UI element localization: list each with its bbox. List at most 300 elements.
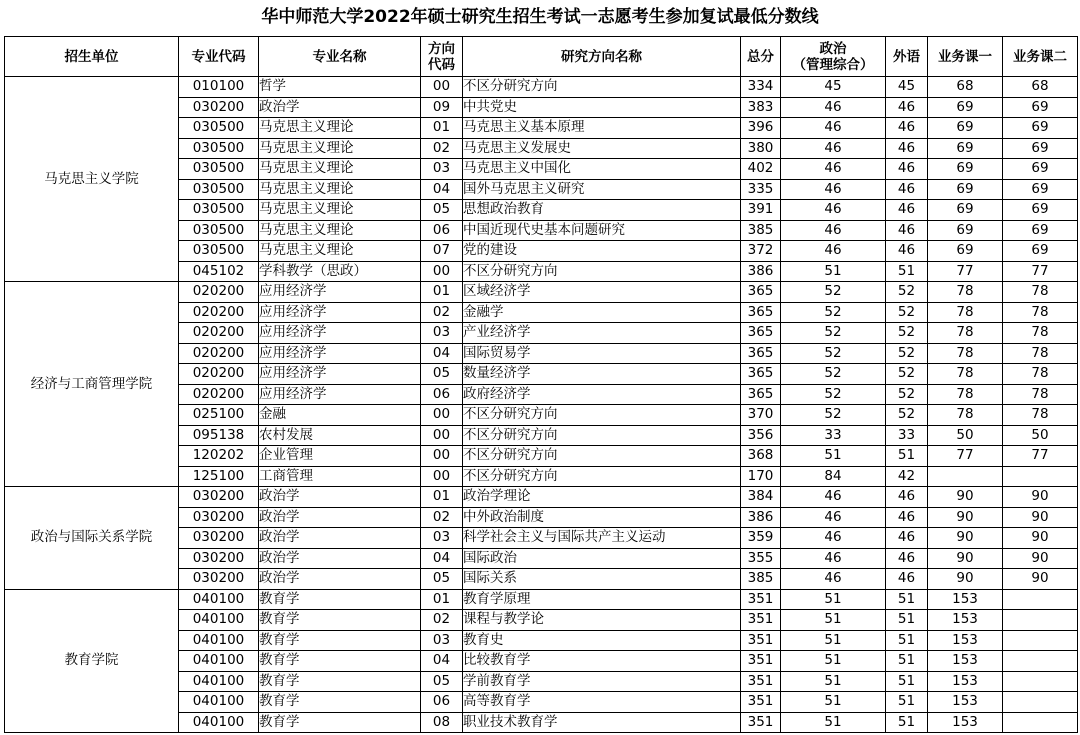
foreign-cell: 52 — [886, 323, 928, 344]
politics-cell: 45 — [781, 77, 886, 98]
course1-cell: 50 — [928, 425, 1003, 446]
direction-code-cell: 03 — [421, 630, 463, 651]
total-cell: 384 — [741, 487, 781, 508]
direction-code-cell: 09 — [421, 97, 463, 118]
direction-name-cell: 高等教育学 — [463, 692, 741, 713]
course1-cell: 153 — [928, 712, 1003, 733]
course1-cell: 78 — [928, 384, 1003, 405]
major-code-cell: 020200 — [179, 343, 259, 364]
direction-name-cell: 金融学 — [463, 302, 741, 323]
politics-cell: 52 — [781, 384, 886, 405]
direction-name-cell: 政府经济学 — [463, 384, 741, 405]
foreign-cell: 51 — [886, 610, 928, 631]
course2-cell — [1003, 610, 1078, 631]
total-cell: 386 — [741, 261, 781, 282]
politics-cell: 46 — [781, 220, 886, 241]
major-code-cell: 045102 — [179, 261, 259, 282]
course2-cell: 78 — [1003, 364, 1078, 385]
major-code-cell: 125100 — [179, 466, 259, 487]
course1-cell: 90 — [928, 507, 1003, 528]
direction-name-cell: 数量经济学 — [463, 364, 741, 385]
course2-cell: 68 — [1003, 77, 1078, 98]
direction-code-cell: 01 — [421, 282, 463, 303]
direction-name-cell: 党的建设 — [463, 241, 741, 262]
course1-cell: 90 — [928, 528, 1003, 549]
course1-cell: 78 — [928, 323, 1003, 344]
foreign-cell: 51 — [886, 692, 928, 713]
major-name-cell: 应用经济学 — [259, 323, 421, 344]
politics-cell: 46 — [781, 528, 886, 549]
course2-cell — [1003, 671, 1078, 692]
politics-cell: 52 — [781, 343, 886, 364]
major-code-cell: 025100 — [179, 405, 259, 426]
direction-code-cell: 06 — [421, 384, 463, 405]
foreign-cell: 46 — [886, 241, 928, 262]
foreign-cell: 51 — [886, 651, 928, 672]
course2-cell: 69 — [1003, 179, 1078, 200]
page-title: 华中师范大学2022年硕士研究生招生考试一志愿考生参加复试最低分数线 — [261, 7, 819, 27]
total-cell: 368 — [741, 446, 781, 467]
major-name-cell: 马克思主义理论 — [259, 159, 421, 180]
politics-cell: 52 — [781, 405, 886, 426]
major-name-cell: 教育学 — [259, 610, 421, 631]
total-cell: 365 — [741, 343, 781, 364]
foreign-cell: 46 — [886, 507, 928, 528]
header-politics-line2: （管理综合） — [792, 56, 874, 73]
course1-cell: 69 — [928, 138, 1003, 159]
course1-cell: 78 — [928, 405, 1003, 426]
major-name-cell: 政治学 — [259, 528, 421, 549]
major-name-cell: 政治学 — [259, 97, 421, 118]
foreign-cell: 46 — [886, 220, 928, 241]
major-code-cell: 020200 — [179, 364, 259, 385]
politics-cell: 51 — [781, 692, 886, 713]
course1-cell: 153 — [928, 671, 1003, 692]
total-cell: 351 — [741, 610, 781, 631]
politics-cell: 51 — [781, 651, 886, 672]
total-cell: 359 — [741, 528, 781, 549]
foreign-cell: 52 — [886, 282, 928, 303]
politics-cell: 51 — [781, 589, 886, 610]
foreign-cell: 51 — [886, 446, 928, 467]
direction-code-cell: 02 — [421, 302, 463, 323]
politics-cell: 52 — [781, 302, 886, 323]
major-code-cell: 120202 — [179, 446, 259, 467]
direction-code-cell: 04 — [421, 343, 463, 364]
foreign-cell: 52 — [886, 405, 928, 426]
total-cell: 365 — [741, 364, 781, 385]
foreign-cell: 52 — [886, 364, 928, 385]
total-cell: 370 — [741, 405, 781, 426]
course2-cell: 78 — [1003, 323, 1078, 344]
major-name-cell: 教育学 — [259, 712, 421, 733]
header-row — [5, 37, 1078, 77]
total-cell: 351 — [741, 651, 781, 672]
total-cell: 351 — [741, 712, 781, 733]
major-name-cell: 工商管理 — [259, 466, 421, 487]
major-code-cell: 040100 — [179, 610, 259, 631]
major-code-cell: 030500 — [179, 159, 259, 180]
major-name-cell: 马克思主义理论 — [259, 179, 421, 200]
course2-cell — [1003, 651, 1078, 672]
foreign-cell: 46 — [886, 200, 928, 221]
major-name-cell: 马克思主义理论 — [259, 241, 421, 262]
course2-cell — [1003, 630, 1078, 651]
foreign-cell: 52 — [886, 343, 928, 364]
major-name-cell: 学科教学（思政） — [259, 261, 421, 282]
politics-cell: 46 — [781, 179, 886, 200]
unit-cell: 马克思主义学院 — [5, 77, 179, 282]
course2-cell: 78 — [1003, 282, 1078, 303]
course2-cell: 69 — [1003, 118, 1078, 139]
direction-name-cell: 中外政治制度 — [463, 507, 741, 528]
major-name-cell: 政治学 — [259, 487, 421, 508]
foreign-cell: 51 — [886, 671, 928, 692]
unit-cell: 教育学院 — [5, 589, 179, 733]
foreign-cell: 42 — [886, 466, 928, 487]
foreign-cell: 46 — [886, 569, 928, 590]
foreign-cell: 52 — [886, 302, 928, 323]
foreign-cell: 46 — [886, 528, 928, 549]
course2-cell: 69 — [1003, 200, 1078, 221]
direction-code-cell: 02 — [421, 507, 463, 528]
major-name-cell: 政治学 — [259, 507, 421, 528]
total-cell: 383 — [741, 97, 781, 118]
major-name-cell: 应用经济学 — [259, 384, 421, 405]
course2-cell — [1003, 692, 1078, 713]
total-cell: 335 — [741, 179, 781, 200]
course2-cell: 78 — [1003, 343, 1078, 364]
major-code-cell: 030500 — [179, 200, 259, 221]
course1-cell: 153 — [928, 651, 1003, 672]
header-politics-line1: 政治 — [819, 40, 847, 57]
score-table — [4, 36, 1078, 733]
politics-cell: 52 — [781, 364, 886, 385]
major-name-cell: 马克思主义理论 — [259, 200, 421, 221]
course1-cell: 69 — [928, 118, 1003, 139]
foreign-cell: 46 — [886, 138, 928, 159]
header-direction-name: 研究方向名称 — [463, 37, 741, 77]
politics-cell: 46 — [781, 138, 886, 159]
course2-cell — [1003, 466, 1078, 487]
direction-name-cell: 不区分研究方向 — [463, 77, 741, 98]
major-code-cell: 030200 — [179, 97, 259, 118]
course1-cell: 78 — [928, 282, 1003, 303]
politics-cell: 46 — [781, 569, 886, 590]
course1-cell: 78 — [928, 302, 1003, 323]
major-code-cell: 020200 — [179, 302, 259, 323]
direction-code-cell: 02 — [421, 610, 463, 631]
foreign-cell: 45 — [886, 77, 928, 98]
course2-cell: 90 — [1003, 487, 1078, 508]
course2-cell: 69 — [1003, 138, 1078, 159]
table-row — [5, 77, 1078, 98]
politics-cell: 51 — [781, 446, 886, 467]
politics-cell: 33 — [781, 425, 886, 446]
direction-name-cell: 马克思主义基本原理 — [463, 118, 741, 139]
course2-cell: 90 — [1003, 548, 1078, 569]
course2-cell: 90 — [1003, 507, 1078, 528]
major-code-cell: 030200 — [179, 569, 259, 590]
total-cell: 391 — [741, 200, 781, 221]
header-major-name: 专业名称 — [259, 37, 421, 77]
course2-cell — [1003, 589, 1078, 610]
course1-cell: 68 — [928, 77, 1003, 98]
major-code-cell: 020200 — [179, 323, 259, 344]
header-politics — [781, 37, 886, 77]
course2-cell: 50 — [1003, 425, 1078, 446]
foreign-cell: 33 — [886, 425, 928, 446]
direction-name-cell: 中共党史 — [463, 97, 741, 118]
table-row — [5, 589, 1078, 610]
major-name-cell: 企业管理 — [259, 446, 421, 467]
foreign-cell: 46 — [886, 179, 928, 200]
unit-cell: 政治与国际关系学院 — [5, 487, 179, 590]
major-name-cell: 哲学 — [259, 77, 421, 98]
total-cell: 365 — [741, 323, 781, 344]
direction-name-cell: 比较教育学 — [463, 651, 741, 672]
total-cell: 365 — [741, 282, 781, 303]
direction-name-cell: 教育史 — [463, 630, 741, 651]
total-cell: 385 — [741, 220, 781, 241]
table-row — [5, 282, 1078, 303]
direction-name-cell: 不区分研究方向 — [463, 466, 741, 487]
total-cell: 385 — [741, 569, 781, 590]
direction-name-cell: 国际贸易学 — [463, 343, 741, 364]
course1-cell: 153 — [928, 630, 1003, 651]
total-cell: 402 — [741, 159, 781, 180]
direction-code-cell: 02 — [421, 138, 463, 159]
politics-cell: 46 — [781, 118, 886, 139]
foreign-cell: 51 — [886, 589, 928, 610]
direction-name-cell: 区域经济学 — [463, 282, 741, 303]
foreign-cell: 51 — [886, 261, 928, 282]
course1-cell: 78 — [928, 343, 1003, 364]
foreign-cell: 51 — [886, 712, 928, 733]
direction-code-cell: 07 — [421, 241, 463, 262]
course2-cell: 78 — [1003, 405, 1078, 426]
foreign-cell: 46 — [886, 548, 928, 569]
major-code-cell: 030200 — [179, 507, 259, 528]
course2-cell: 69 — [1003, 241, 1078, 262]
total-cell: 351 — [741, 589, 781, 610]
course1-cell: 77 — [928, 261, 1003, 282]
direction-code-cell: 05 — [421, 200, 463, 221]
foreign-cell: 46 — [886, 159, 928, 180]
major-code-cell: 040100 — [179, 671, 259, 692]
course1-cell — [928, 466, 1003, 487]
total-cell: 380 — [741, 138, 781, 159]
direction-code-cell: 04 — [421, 548, 463, 569]
direction-name-cell: 不区分研究方向 — [463, 446, 741, 467]
major-name-cell: 马克思主义理论 — [259, 138, 421, 159]
foreign-cell: 46 — [886, 487, 928, 508]
politics-cell: 51 — [781, 610, 886, 631]
course1-cell: 69 — [928, 241, 1003, 262]
direction-code-cell: 08 — [421, 712, 463, 733]
course1-cell: 153 — [928, 589, 1003, 610]
direction-code-cell: 04 — [421, 651, 463, 672]
total-cell: 351 — [741, 671, 781, 692]
major-name-cell: 应用经济学 — [259, 282, 421, 303]
course2-cell: 69 — [1003, 159, 1078, 180]
course2-cell — [1003, 712, 1078, 733]
direction-code-cell: 03 — [421, 323, 463, 344]
major-code-cell: 040100 — [179, 589, 259, 610]
header-total: 总分 — [741, 37, 781, 77]
direction-code-cell: 00 — [421, 446, 463, 467]
major-code-cell: 030200 — [179, 487, 259, 508]
major-code-cell: 030500 — [179, 118, 259, 139]
direction-name-cell: 中国近现代史基本问题研究 — [463, 220, 741, 241]
course2-cell: 77 — [1003, 261, 1078, 282]
direction-code-cell: 03 — [421, 159, 463, 180]
major-code-cell: 040100 — [179, 630, 259, 651]
course1-cell: 69 — [928, 179, 1003, 200]
politics-cell: 84 — [781, 466, 886, 487]
major-code-cell: 095138 — [179, 425, 259, 446]
direction-code-cell: 05 — [421, 569, 463, 590]
direction-name-cell: 学前教育学 — [463, 671, 741, 692]
direction-name-cell: 不区分研究方向 — [463, 405, 741, 426]
direction-name-cell: 马克思主义发展史 — [463, 138, 741, 159]
politics-cell: 51 — [781, 712, 886, 733]
direction-name-cell: 课程与教学论 — [463, 610, 741, 631]
major-code-cell: 020200 — [179, 384, 259, 405]
politics-cell: 46 — [781, 487, 886, 508]
major-code-cell: 030200 — [179, 528, 259, 549]
course2-cell: 77 — [1003, 446, 1078, 467]
major-name-cell: 教育学 — [259, 671, 421, 692]
course1-cell: 78 — [928, 364, 1003, 385]
direction-name-cell: 国外马克思主义研究 — [463, 179, 741, 200]
total-cell: 355 — [741, 548, 781, 569]
major-code-cell: 030500 — [179, 220, 259, 241]
header-course1: 业务课一 — [928, 37, 1003, 77]
total-cell: 365 — [741, 384, 781, 405]
total-cell: 334 — [741, 77, 781, 98]
direction-name-cell: 马克思主义中国化 — [463, 159, 741, 180]
direction-name-cell: 政治学理论 — [463, 487, 741, 508]
header-foreign: 外语 — [886, 37, 928, 77]
direction-name-cell: 产业经济学 — [463, 323, 741, 344]
course1-cell: 69 — [928, 220, 1003, 241]
total-cell: 351 — [741, 692, 781, 713]
course2-cell: 90 — [1003, 569, 1078, 590]
major-code-cell: 040100 — [179, 712, 259, 733]
direction-code-cell: 01 — [421, 589, 463, 610]
direction-name-cell: 不区分研究方向 — [463, 425, 741, 446]
major-name-cell: 教育学 — [259, 589, 421, 610]
major-name-cell: 政治学 — [259, 548, 421, 569]
direction-name-cell: 职业技术教育学 — [463, 712, 741, 733]
course1-cell: 77 — [928, 446, 1003, 467]
major-name-cell: 农村发展 — [259, 425, 421, 446]
course1-cell: 153 — [928, 692, 1003, 713]
direction-code-cell: 06 — [421, 692, 463, 713]
direction-code-cell: 00 — [421, 261, 463, 282]
direction-code-cell: 06 — [421, 220, 463, 241]
course1-cell: 90 — [928, 548, 1003, 569]
major-name-cell: 教育学 — [259, 630, 421, 651]
table-row — [5, 487, 1078, 508]
course2-cell: 78 — [1003, 384, 1078, 405]
total-cell: 365 — [741, 302, 781, 323]
course1-cell: 69 — [928, 159, 1003, 180]
major-name-cell: 金融 — [259, 405, 421, 426]
direction-code-cell: 00 — [421, 425, 463, 446]
major-code-cell: 030500 — [179, 241, 259, 262]
direction-code-cell: 05 — [421, 671, 463, 692]
course2-cell: 78 — [1003, 302, 1078, 323]
course1-cell: 153 — [928, 610, 1003, 631]
direction-name-cell: 科学社会主义与国际共产主义运动 — [463, 528, 741, 549]
total-cell: 170 — [741, 466, 781, 487]
foreign-cell: 51 — [886, 630, 928, 651]
total-cell: 372 — [741, 241, 781, 262]
major-name-cell: 应用经济学 — [259, 302, 421, 323]
politics-cell: 46 — [781, 507, 886, 528]
major-name-cell: 政治学 — [259, 569, 421, 590]
major-name-cell: 教育学 — [259, 651, 421, 672]
politics-cell: 46 — [781, 97, 886, 118]
course1-cell: 90 — [928, 487, 1003, 508]
politics-cell: 46 — [781, 159, 886, 180]
direction-name-cell: 国际关系 — [463, 569, 741, 590]
major-code-cell: 030200 — [179, 548, 259, 569]
direction-code-cell: 03 — [421, 528, 463, 549]
course2-cell: 90 — [1003, 528, 1078, 549]
unit-cell: 经济与工商管理学院 — [5, 282, 179, 487]
foreign-cell: 46 — [886, 97, 928, 118]
header-course2: 业务课二 — [1003, 37, 1078, 77]
major-name-cell: 应用经济学 — [259, 343, 421, 364]
header-direction-code: 方向 代码 — [421, 37, 463, 77]
total-cell: 386 — [741, 507, 781, 528]
course1-cell: 69 — [928, 97, 1003, 118]
major-name-cell: 教育学 — [259, 692, 421, 713]
direction-code-cell: 05 — [421, 364, 463, 385]
header-unit: 招生单位 — [5, 37, 179, 77]
direction-name-cell: 不区分研究方向 — [463, 261, 741, 282]
direction-code-cell: 00 — [421, 466, 463, 487]
major-code-cell: 030500 — [179, 179, 259, 200]
direction-code-cell: 01 — [421, 487, 463, 508]
politics-cell: 46 — [781, 200, 886, 221]
total-cell: 396 — [741, 118, 781, 139]
foreign-cell: 52 — [886, 384, 928, 405]
course1-cell: 69 — [928, 200, 1003, 221]
header-major-code: 专业代码 — [179, 37, 259, 77]
direction-name-cell: 国际政治 — [463, 548, 741, 569]
course2-cell: 69 — [1003, 220, 1078, 241]
total-cell: 356 — [741, 425, 781, 446]
direction-name-cell: 教育学原理 — [463, 589, 741, 610]
major-code-cell: 040100 — [179, 651, 259, 672]
course1-cell: 90 — [928, 569, 1003, 590]
major-code-cell: 030500 — [179, 138, 259, 159]
politics-cell: 52 — [781, 282, 886, 303]
major-name-cell: 马克思主义理论 — [259, 220, 421, 241]
major-name-cell: 马克思主义理论 — [259, 118, 421, 139]
major-name-cell: 应用经济学 — [259, 364, 421, 385]
politics-cell: 51 — [781, 671, 886, 692]
direction-code-cell: 04 — [421, 179, 463, 200]
major-code-cell: 040100 — [179, 692, 259, 713]
politics-cell: 46 — [781, 241, 886, 262]
direction-name-cell: 思想政治教育 — [463, 200, 741, 221]
politics-cell: 52 — [781, 323, 886, 344]
